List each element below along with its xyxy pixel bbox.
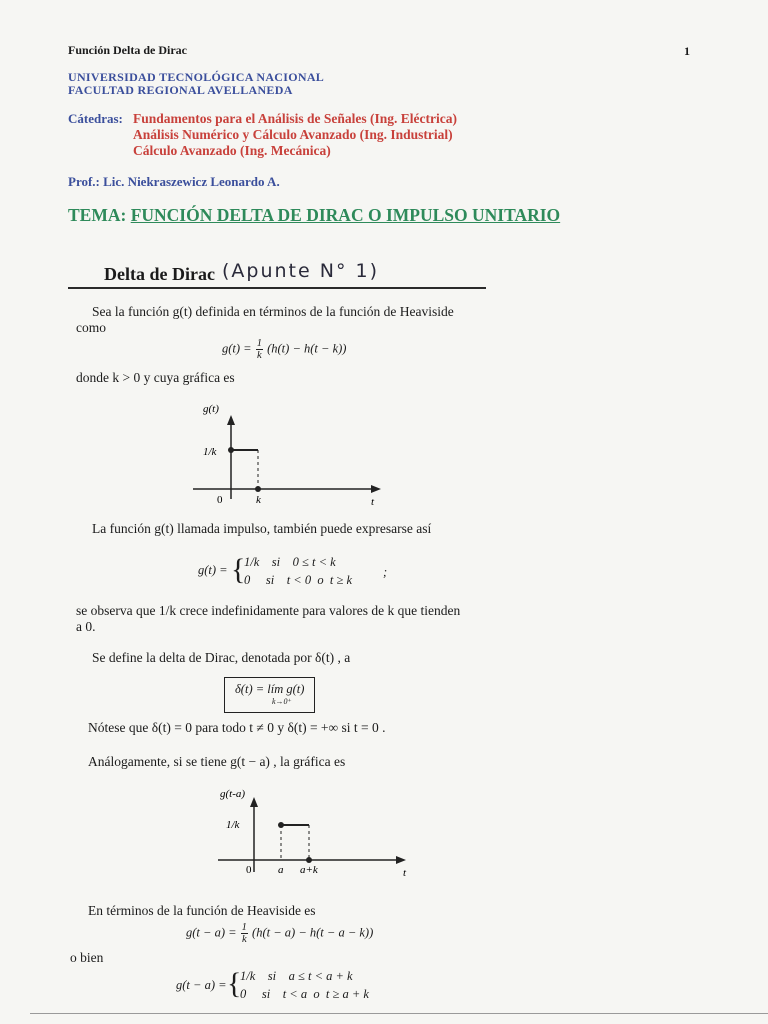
university-name: UNIVERSIDAD TECNOLÓGICA NACIONAL	[68, 70, 325, 84]
catedras-label: Cátedras:	[68, 111, 123, 126]
pulse-start-point	[278, 822, 284, 828]
piecewise-end: ;	[383, 565, 388, 579]
equation-heaviside-shifted	[186, 922, 373, 945]
graph-level-label: 1/k	[203, 446, 217, 458]
piecewise-row: 1/k si a ≤ t < a + k	[240, 969, 353, 983]
piecewise-lhs: g(t − a) =	[176, 978, 227, 992]
pulse-end-point	[255, 486, 261, 492]
graph-x-label: t	[403, 867, 407, 879]
delta-limit-subscript: k→0⁺	[272, 697, 292, 706]
page-edge	[30, 1013, 768, 1014]
delta-definition-box	[224, 677, 315, 713]
professor-name: Prof.: Lic. Niekraszewicz Leonardo A.	[68, 174, 280, 189]
catedra-item: Fundamentos para el Análisis de Señales (Ing. Eléctrica)	[133, 111, 458, 126]
paragraph: Análogamente, si se tiene g(t − a) , la gráfica es	[88, 754, 346, 769]
catedra-item: Análisis Numérico y Cálculo Avanzado (Ing. Industrial)	[133, 127, 453, 142]
graph-y-label: g(t)	[203, 403, 219, 415]
paragraph: En términos de la función de Heaviside es	[88, 903, 316, 918]
y-axis-arrow	[250, 797, 258, 807]
equation-lhs: g(t − a) =	[186, 925, 237, 940]
paragraph: como	[76, 320, 106, 335]
fraction	[241, 922, 248, 945]
equation-lhs: g(t) =	[222, 341, 252, 356]
piecewise-brace: {	[231, 553, 246, 586]
paragraph: a 0.	[76, 619, 96, 634]
fraction-denominator: k	[257, 350, 262, 361]
paragraph: La función g(t) llamada impulso, también puede expresarse así	[92, 521, 432, 536]
x-axis-arrow	[396, 856, 406, 864]
equation-rhs: (h(t − a) − h(t − a − k))	[252, 925, 374, 940]
paragraph: Nótese que δ(t) = 0 para todo t ≠ 0 y δ(t) = +∞ si t = 0 .	[88, 720, 386, 735]
graph-a-label: a	[278, 864, 284, 876]
faculty-name: FACULTAD REGIONAL AVELLANEDA	[68, 83, 293, 97]
paragraph: donde k > 0 y cuya gráfica es	[76, 370, 235, 385]
section-title: Delta de Dirac	[104, 264, 215, 284]
fraction-numerator: 1	[241, 922, 247, 933]
paragraph: o bien	[70, 950, 104, 965]
graph-origin-label: 0	[246, 864, 252, 876]
fraction	[256, 338, 263, 361]
y-axis-arrow	[227, 415, 235, 425]
piecewise-row: 1/k si 0 ≤ t < k	[244, 555, 336, 569]
handwritten-note: (Apunte N° 1)	[222, 260, 379, 282]
pulse-start-point	[228, 447, 234, 453]
graph-x-label: t	[371, 496, 375, 508]
section-rule	[68, 287, 486, 289]
paragraph: Se define la delta de Dirac, denotada por δ(t) , a	[92, 650, 351, 665]
shifted-pulse-graph	[210, 783, 420, 883]
pulse-end-point	[306, 857, 312, 863]
equation-heaviside	[222, 338, 346, 361]
paragraph: Sea la función g(t) definida en términos de la función de Heaviside	[92, 304, 454, 319]
piecewise-brace: {	[227, 967, 242, 1000]
piecewise-row: 0 si t < 0 o t ≥ k	[244, 573, 353, 587]
topic-heading	[68, 205, 560, 226]
catedra-item: Cálculo Avanzado (Ing. Mecánica)	[133, 143, 331, 158]
graph-k-label: k	[256, 494, 261, 506]
delta-definition: δ(t) = lím g(t)	[235, 682, 305, 696]
graph-level-label: 1/k	[226, 819, 240, 831]
fraction-numerator: 1	[256, 338, 262, 349]
graph-origin-label: 0	[217, 494, 223, 506]
running-header: Función Delta de Dirac	[68, 43, 187, 57]
fraction-denominator: k	[241, 934, 247, 945]
topic-label: TEMA:	[68, 205, 127, 225]
equation-rhs: (h(t) − h(t − k))	[267, 341, 347, 356]
topic-title: FUNCIÓN DELTA DE DIRAC O IMPULSO UNITARIO	[130, 205, 561, 225]
pulse-graph	[185, 395, 395, 510]
x-axis-arrow	[371, 485, 381, 493]
paragraph: se observa que 1/k crece indefinidamente para valores de k que tienden	[76, 603, 461, 618]
page-number: 1	[684, 44, 690, 58]
graph-y-label: g(t-a)	[220, 788, 246, 800]
graph-ak-label: a+k	[300, 864, 318, 876]
piecewise-lhs: g(t) =	[198, 563, 228, 577]
piecewise-row: 0 si t < a o t ≥ a + k	[240, 987, 369, 1001]
